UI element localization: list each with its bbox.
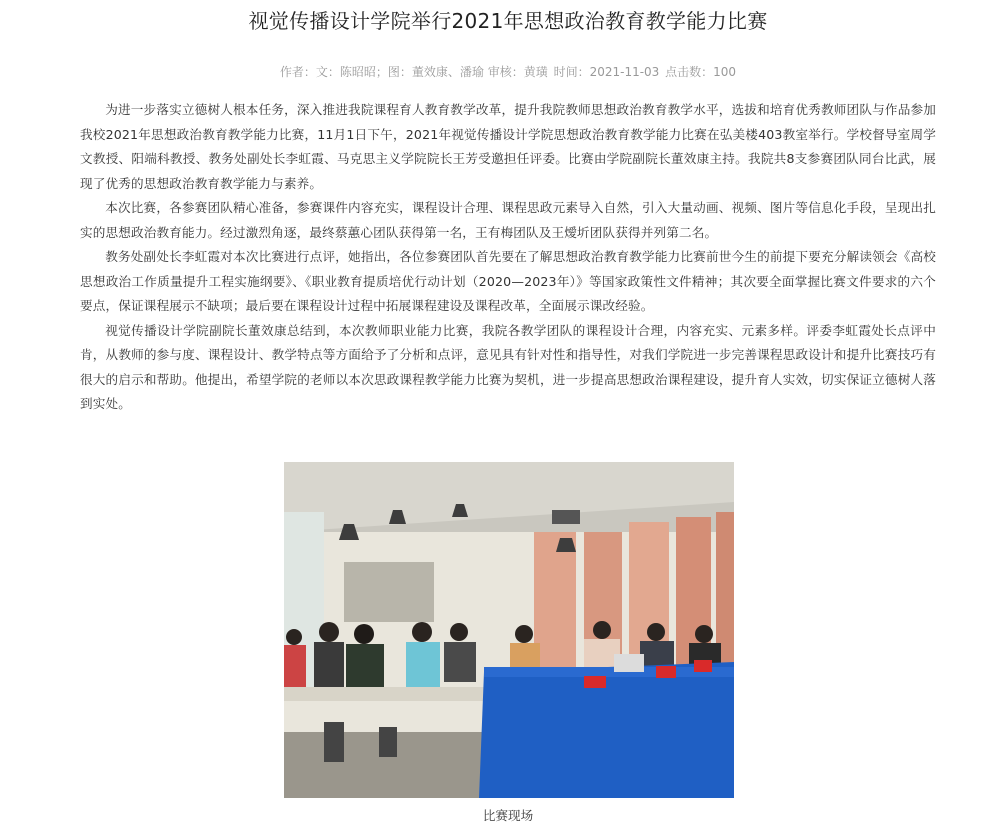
paragraph: 视觉传播设计学院副院长董效康总结到，本次教师职业能力比赛，我院各教学团队的课程设计合理，内容充实、元素多样。评委李虹霞处长点评中肯，从教师的参与度、课程设计、教学特点等方面给予了分析和点评，意见具有针对性和指导性，对我们学院进一步完善课程思政设计和提升比赛技巧有很大的启示和帮助。他提出，希望学院的老师以本次思政课程教学能力比赛为契机，进一步提高思想政治课程建设，提升育人实效，切实保证立德树人落到实处。 [80, 322, 936, 411]
article-body [80, 98, 936, 417]
article [80, 0, 936, 823]
paragraph: 教务处副处长李虹霞对本次比赛进行点评，她指出，各位参赛团队首先要在了解思想政治教育教学能力比赛前世今生的前提下要充分解读领会《高校思想政治工作质量提升工程实施纲要》、《职业教育提质培优行动计划（2020—2023年）》等国家政策性文件精神；其次要全面掌握比赛文件要求的六个要点，保证课程展示不缺项；最后要在课程设计过程中拓展课程建设及课程改革，全面展示课改经验。 [80, 249, 936, 313]
paragraph: 本次比赛，各参赛团队精心准备，参赛课件内容充实，课程设计合理、课程思政元素导入自然，引入大量动画、视频、图片等信息化手段，呈现出扎实的思想政治教育能力。经过激烈角逐，最终蔡蕙心团队获得第一名，王有梅团队及王燰圻团队获得并列第二名。 [80, 200, 936, 240]
competition-photo [284, 462, 734, 798]
article-title: 视觉传播设计学院举行2021年思想政治教育教学能力比赛 [248, 9, 768, 33]
meta-author: 作者：文：陈昭昭；图：董效康、潘瑜 审核：黄璜 [279, 65, 548, 79]
photo-caption: 比赛现场 [482, 808, 534, 823]
paragraph: 为进一步落实立德树人根本任务，深入推进我院课程育人教育教学改革，提升我院教师思想政治教育教学水平，选拔和培育优秀教师团队与作品参加我校2021年思想政治教育教学能力比赛，11月1日下午，2021年视觉传播设计学院思想政治教育教学能力比赛在弘美楼403教室举行。学校督导室周学文教授、阳端科教授、教务处副处长李虹霞、马克思主义学院院长王芳受邀担任评委。比赛由学院副院长董效康主持。我院共8支参赛团队同台比武，展现了优秀的思想政治教育教学能力与素养。 [80, 102, 936, 191]
article-meta [80, 62, 936, 82]
meta-time: 时间：2021-11-03 [553, 65, 660, 79]
meta-clicks: 点击数：100 [665, 65, 737, 79]
